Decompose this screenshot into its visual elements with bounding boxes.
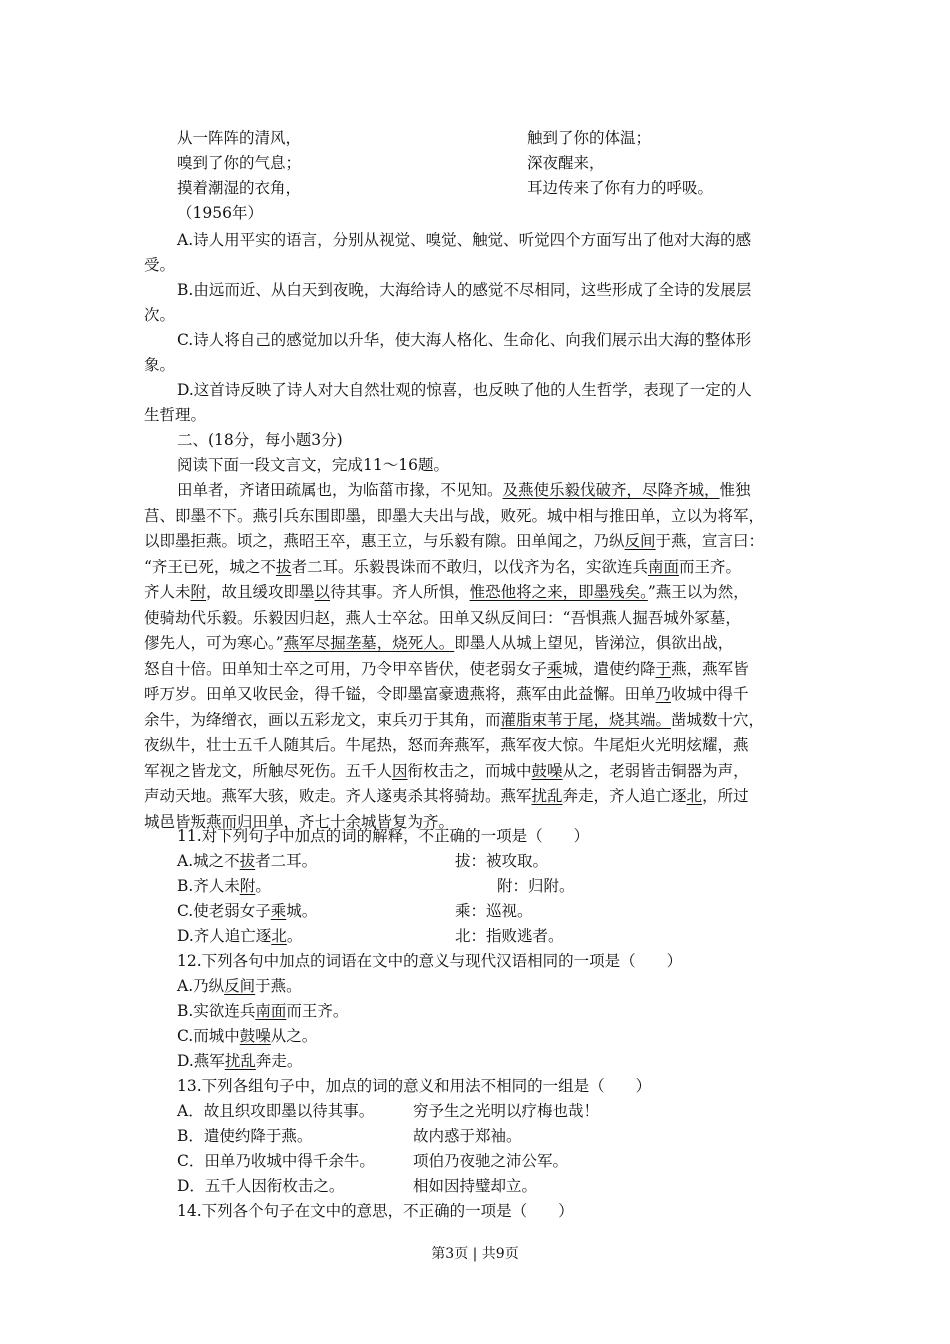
marked-text: 燕军尽掘垄墓，烧死人。	[283, 634, 455, 652]
passage-text: 声动天地。燕军大骇，败走。齐人遂夷杀其将骑劫。燕军	[144, 787, 532, 805]
passage-line	[144, 786, 749, 806]
option-c-gloss: 乘：巡视。	[455, 902, 533, 920]
question-stem: 11.对下列句子中加点的词的解释，不正确的一项是（ ）	[177, 827, 590, 845]
passage-text: ，所过	[702, 787, 749, 805]
passage-text: 田单者，齐诸田疏属也，为临菑市掾，不见知。	[177, 481, 503, 499]
passage-text: 收城中得千	[671, 685, 749, 703]
passage-text: 者二耳。乐毅畏诛而不敢归，以伐齐为名，实欲连兵	[291, 557, 648, 576]
marked-text: 北	[686, 787, 703, 805]
option-line: 次。	[144, 306, 176, 324]
passage-text: 呼万岁。田单又收民金，得千镒，令即墨富豪遗燕将，燕军由此益懈。田单	[144, 685, 656, 703]
option-line: D.这首诗反映了诗人对大自然壮观的惊喜，也反映了他的人生哲学，表现了一定的人	[177, 381, 752, 399]
marked-text: 于	[655, 659, 672, 678]
option-line: A.诗人用平实的语言，分别从视觉、嗅觉、触觉、听觉四个方面写出了他对大海的感	[177, 231, 752, 249]
option-line: 受。	[144, 256, 176, 274]
passage-text: 余牛，为绛缯衣，画以五彩龙文，束兵刃于其角，而	[144, 710, 501, 729]
option-line: 象。	[144, 356, 176, 374]
question-stem: 12.下列各句中加点的词语在文中的意义与现代汉语相同的一项是（ ）	[177, 952, 683, 970]
passage-line	[144, 506, 764, 526]
question-stem: 13.下列各组句子中，加点的词的意义和用法不相同的一组是（ ）	[177, 1077, 652, 1095]
passage-line	[144, 582, 749, 602]
poem-year: （1956年）	[177, 204, 263, 222]
passage-text: 而王齐。	[678, 557, 741, 576]
option-d-right: 相如因持璧却立。	[413, 1177, 538, 1195]
option-c-right: 项伯乃夜驰之沛公军。	[413, 1152, 569, 1170]
marked-text: 灌脂束苇于尾，烧其端。	[500, 710, 672, 729]
passage-text: 即墨人从城上望见，皆涕泣，俱欲出战，	[454, 634, 734, 652]
option-c: C.使老弱女子乘城。	[177, 902, 318, 920]
passage-text: 从之，老弱皆击铜器为声，	[562, 761, 749, 780]
option-b: B.齐人未附。	[177, 877, 271, 895]
marked-text: 乃	[655, 685, 672, 703]
option-d-gloss: 北：指败逃者。	[455, 927, 564, 945]
question-14-stem: 14.下列各个句子在文中的意思，不正确的一项是（ ）	[177, 1202, 574, 1220]
marked-text: 以	[314, 583, 331, 601]
poem-line: 触到了你的体温；	[527, 129, 652, 147]
passage-line	[144, 557, 741, 577]
option-b: B.实欲连兵南面而王齐。	[177, 1002, 349, 1020]
passage-line	[144, 608, 741, 628]
marked-text: 反间	[624, 532, 656, 550]
poem-line: 深夜醒来，	[527, 154, 605, 172]
passage-line	[144, 633, 733, 653]
option-b-gloss: 附：归附。	[497, 877, 575, 895]
section-heading: 二、(18分，每小题3分)	[177, 431, 343, 449]
option-a: A.城之不拔者二耳。	[177, 852, 318, 870]
option-d: D.燕军扰乱奔走。	[177, 1052, 303, 1070]
option-line: C.诗人将自己的感觉加以升华，使大海人格化、生命化、向我们展示出大海的整体形	[177, 331, 752, 349]
passage-text: ”燕王以为然，	[647, 583, 749, 601]
option-d: D.齐人追亡逐北。	[177, 927, 303, 945]
passage-text: 待其事。齐人所惧，	[330, 583, 470, 601]
passage-text: 惟独	[719, 481, 751, 499]
option-d-left: D．五千人因衔枚击之。	[177, 1177, 345, 1195]
passage-line	[144, 531, 764, 551]
marked-text: 因	[392, 761, 408, 780]
option-a-gloss: 拔：被攻取。	[455, 852, 549, 870]
option-c-left: C．田单乃收城中得千余牛。	[177, 1152, 375, 1170]
option-line: 生哲理。	[144, 406, 207, 424]
passage-line	[144, 761, 749, 781]
passage-text: 军视之皆龙文，所触尽死伤。五千人	[144, 761, 393, 780]
passage-text: 城邑皆叛燕而归田单，齐七十余城皆复为齐。	[144, 812, 455, 831]
passage-line	[144, 710, 764, 730]
passage-text: 凿城数十穴，	[671, 710, 765, 729]
passage-text: “齐王已死，城之不	[144, 557, 276, 576]
passage-line	[177, 480, 751, 500]
option-a-left: A．故且织攻即墨以待其事。	[177, 1102, 375, 1120]
passage-text: 僇先人，可为寒心。”	[144, 634, 284, 652]
passage-text: 燕，燕军皆	[671, 659, 749, 678]
marked-text: 惟恐他将之来，即墨残矣。	[469, 583, 648, 601]
option-a-right: 穷予生之光明以疗梅也哉！	[413, 1102, 600, 1120]
option-c: C.而城中鼓噪从之。	[177, 1027, 318, 1045]
passage-text: 怒自十倍。田单知士卒之可用，乃令甲卒皆伏，使老弱女子	[144, 659, 548, 678]
marked-text: 附	[190, 583, 207, 601]
passage-text: 于燕，宣言曰：	[655, 532, 765, 550]
passage-text: 使骑劫代乐毅。乐毅因归赵，燕人士卒忿。田单又纵反间曰：“吾惧燕人掘吾城外冢墓，	[144, 608, 741, 627]
marked-text: 及燕使乐毅伐破齐，尽降齐城，	[502, 481, 720, 499]
option-line: B.由远而近、从白天到夜晚，大海给诗人的感觉不尽相同，这些形成了全诗的发展层	[177, 281, 752, 299]
option-b-left: B．遣使约降于燕。	[177, 1127, 313, 1145]
page-footer: 第3页 | 共9页	[431, 1246, 519, 1262]
passage-text: ，故且缓攻即墨	[206, 583, 315, 601]
passage-text: 莒、即墨不下。燕引兵东围即墨，即墨大夫出与战，败死。城中相与推田单，立以为将军，	[144, 506, 765, 525]
passage-text: 以即墨拒燕。顷之，燕昭王卒，惠王立，与乐毅有隙。田单闻之，乃纵	[144, 532, 625, 550]
option-a: A.乃纵反间于燕。	[177, 977, 302, 995]
passage-text: 城，遣使约降	[562, 659, 656, 678]
poem-line: 从一阵阵的清风，	[177, 129, 302, 147]
passage-text: 夜纵牛，壮士五千人随其后。牛尾热，怒而奔燕军，燕军夜大惊。牛尾炬火光明炫耀，燕	[144, 736, 749, 754]
section-instruction: 阅读下面一段文言文，完成11～16题。	[177, 456, 449, 474]
marked-text: 拔	[275, 557, 292, 576]
poem-line: 嗅到了你的气息；	[177, 154, 302, 172]
passage-line	[144, 659, 749, 679]
marked-text: 南面	[647, 557, 679, 576]
marked-text: 鼓噪	[531, 761, 563, 780]
passage-text: 奔走，齐人追亡逐	[562, 787, 687, 805]
poem-line: 耳边传来了你有力的呼吸。	[527, 179, 714, 197]
passage-line	[144, 684, 749, 704]
marked-text: 扰乱	[531, 787, 563, 805]
option-b-right: 故内惑于郑袖。	[413, 1127, 522, 1145]
passage-text: 衔枚击之，而城中	[407, 761, 532, 780]
poem-line: 摸着潮湿的衣角，	[177, 179, 302, 197]
marked-text: 乘	[547, 659, 563, 678]
passage-text: 齐人未	[144, 583, 191, 601]
passage-line	[144, 735, 749, 755]
